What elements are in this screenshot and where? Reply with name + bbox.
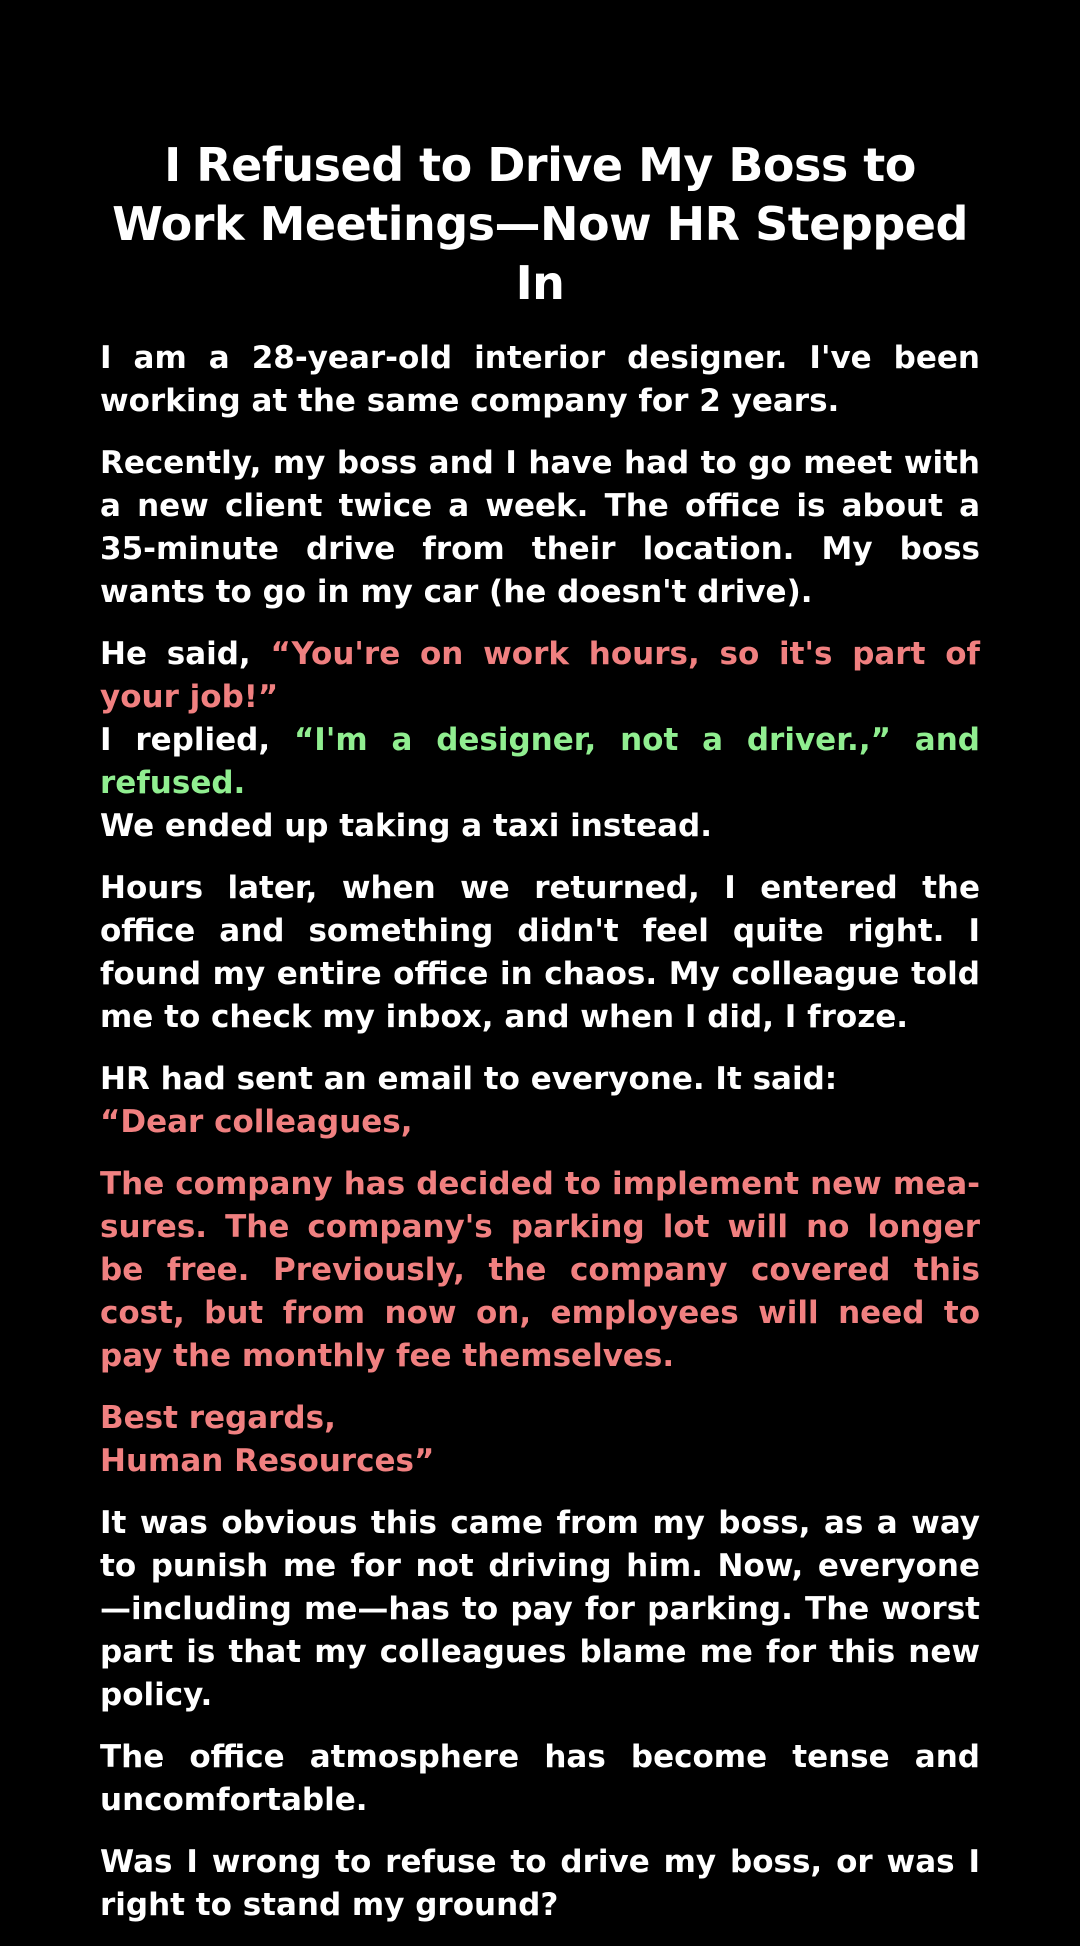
email-signoff: Best regards,: [100, 1400, 336, 1436]
paragraph-return: Hours later, when we returned, I entered the office and something didn't feel quite right. I found my entire office in chaos. My colleague told me to check my inbox, and when I did, I froze.: [100, 870, 980, 1035]
email-intro-lead: HR had sent an email to everyone. It said:: [100, 1061, 838, 1097]
paragraph-intro: I am a 28-year-old interior designer. I've been working at the same company for 2 years.: [100, 340, 980, 419]
paragraph-question: Was I wrong to refuse to drive my boss, or was I right to stand my ground?: [100, 1844, 980, 1923]
reply-lead: I replied,: [100, 722, 294, 758]
boss-quote-lead: He said,: [100, 636, 271, 672]
paragraph-boss-quote: [100, 633, 980, 719]
reply-quote: “I'm a designer, not a driver.,” and refused.: [100, 722, 980, 801]
paragraph-email-intro: [100, 1058, 980, 1144]
paragraph-background: Recently, my boss and I have had to go meet with a new client twice a week. The office is about a 35-minute drive from their location. My boss wants to go in my car (he doesn't drive).: [100, 445, 980, 610]
story-article: [100, 136, 980, 1946]
story-title: I Refused to Drive My Boss to Work Meetings—Now HR Stepped In: [112, 138, 968, 310]
paragraph-reply: [100, 719, 980, 848]
reply-tail: We ended up taking a taxi instead.: [100, 808, 713, 844]
paragraph-atmosphere: The office atmosphere has become tense and uncomfortable.: [100, 1739, 980, 1818]
boss-quote: “You're on work hours, so it's part of your job!”: [100, 636, 980, 715]
email-body: The company has decided to implement new measures. The company's parking lot will no longer be free. Previously, the company covered this cost, but from now on, employees will need to pay the monthly fee themselves.: [100, 1166, 980, 1374]
email-closing: [100, 1397, 980, 1483]
email-signature: Human Resources”: [100, 1443, 435, 1479]
paragraph-consequence: It was obvious this came from my boss, as a way to punish me for not driving him. Now, everyone—including me—has to pay for parking. The worst part is that my colleagues blame me for this new policy.: [100, 1505, 980, 1713]
email-greeting: “Dear colleagues,: [100, 1104, 413, 1140]
